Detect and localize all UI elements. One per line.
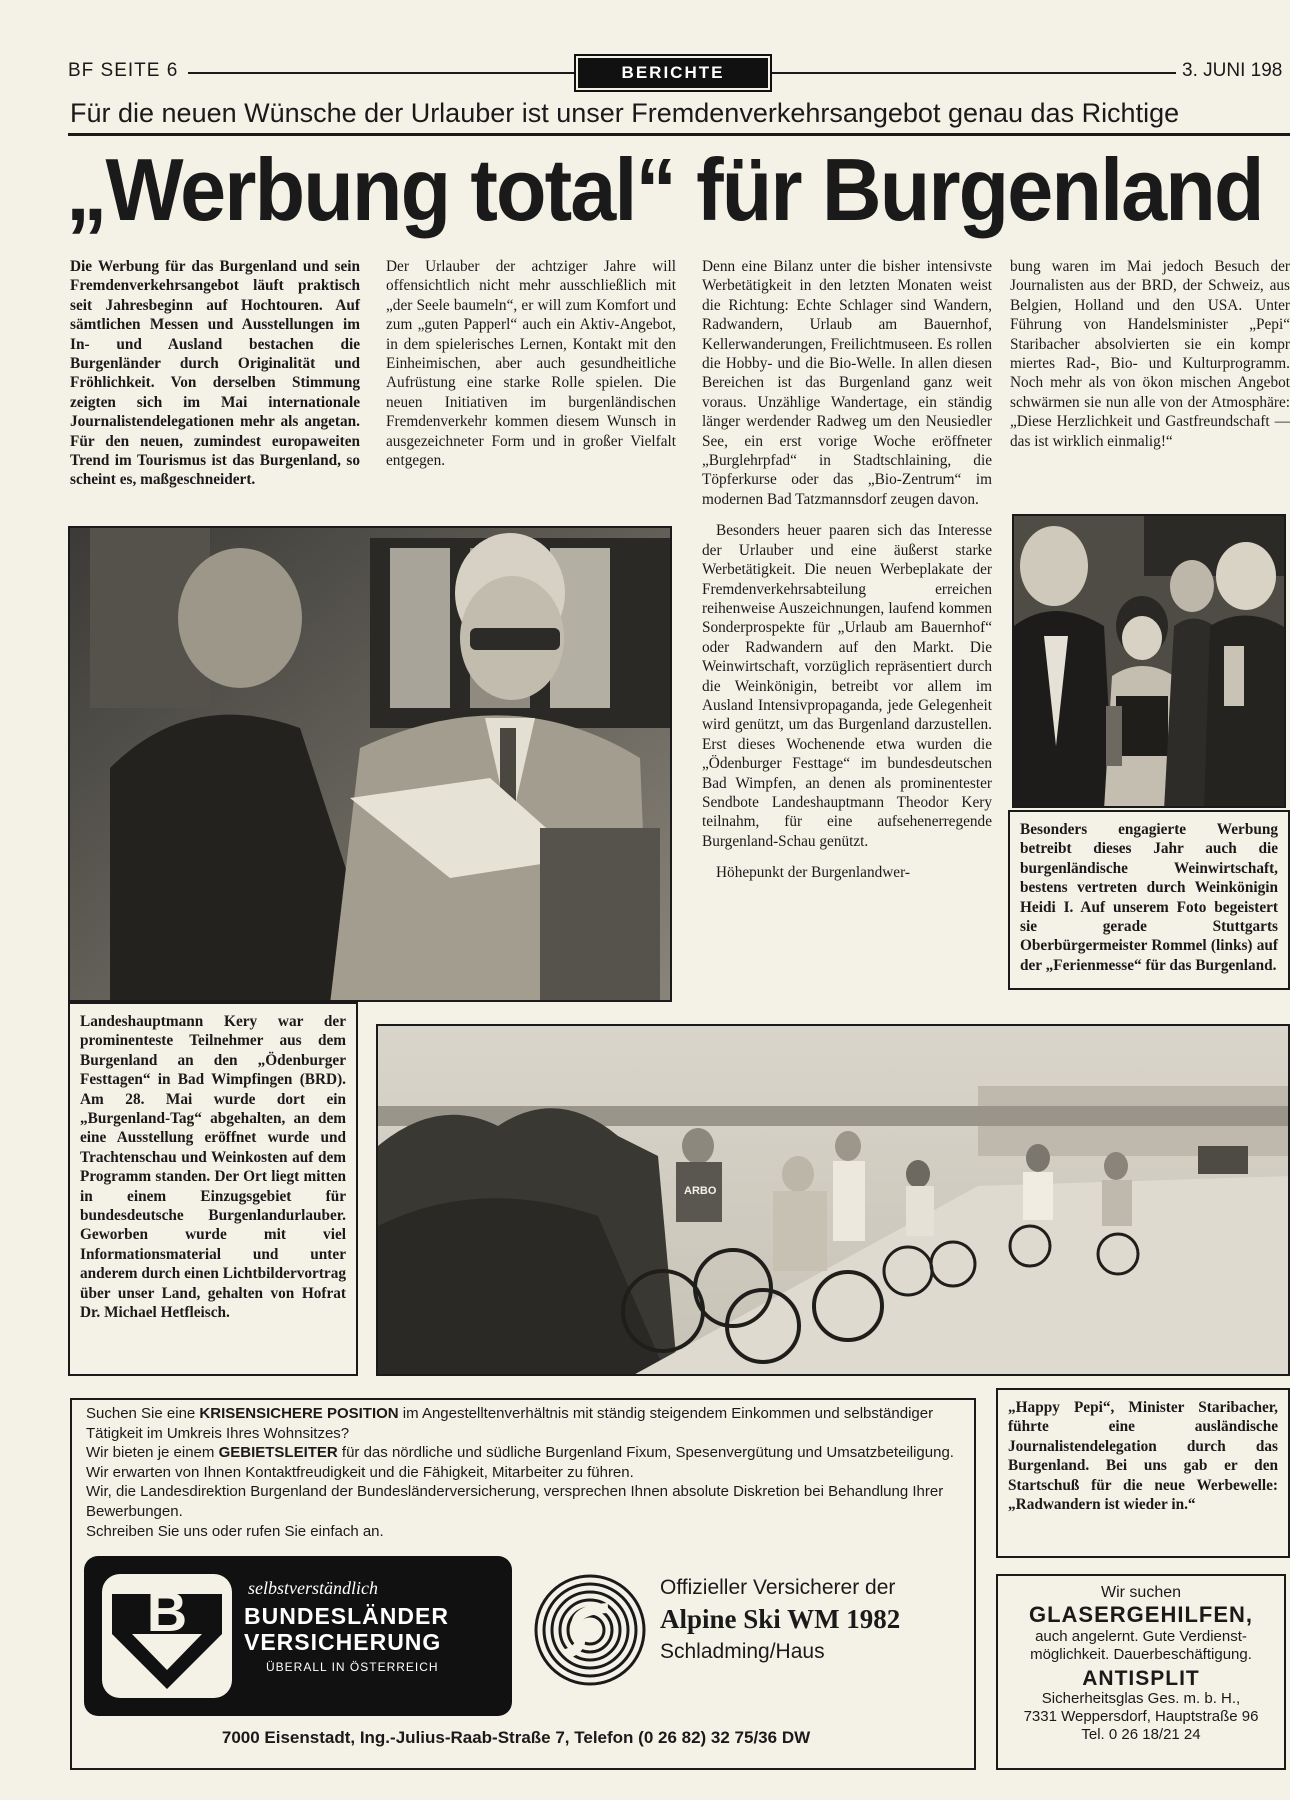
caption-pepi: „Happy Pepi“, Minister Staribacher, führte eine ausländische Journalistendelegation durch das Burgenland. Bei uns gab er den Startschuß für die neue Werbewelle: „Radwandern ist wieder in.“: [996, 1388, 1290, 1558]
caption-kery: Landeshauptmann Kery war der prominenteste Teilnehmer aus dem Burgenland an den „Ödenburger Festtagen“ in Bad Wimpfingen (BRD). Am 28. Mai wurde dort ein „Burgenland-Tag“ abgehalten, an dem eine Ausstellung eröffnet wurde und Trachtenschau und Weinkosten auf dem Programm standen. Der Ort liegt mitten in einem Einzugsgebiet für bundesdeutsche Burgenlandurlauber. Geworben wurde mit viel Informationsmaterial und unter anderem durch einen Lichtbildervortrag über unser Land, gehalten von Hofrat Dr. Michael Hetfleisch.: [68, 1002, 358, 1376]
bv-name-line2: VERSICHERUNG: [244, 1629, 442, 1655]
photo-cyclists-image: [378, 1026, 1290, 1376]
ski-wm-logo: [530, 1570, 960, 1690]
ad-paragraph: [86, 1443, 962, 1463]
article-paragraph: Besonders heuer paaren sich das Interesse der Urlauber und eine äußerst starke Werbetätigkeit. Die neuen Werbeplakate der Fremdenverkehrsabteilung erreichen reihenweise Auszeichnungen, laufend kommen Sonderprospekte für „Urlaub am Bauernhof“ oder Radwandern auf den Markt. Die Weinwirtschaft, vorzüglich repräsentiert durch die Weinkönigin, betreibt vor allem im Ausland Intensivpropaganda, jede Gelegenheit wird genützt, um das Burgenland darzustellen. Erst dieses Wochenende etwa wurden die „Ödenburger Festtage“ im bundesdeutschen Bad Wimpfen, an denen als prominentester Sendbote Landeshauptmann Theodor Kery teilnahm, für eine aufsehenerregende Burgenland-Schau genützt.: [702, 522, 992, 850]
article-column-4: bung waren im Mai jedoch Besuch der Journalisten aus der BRD, der Schweiz, aus Belgien, Holland und den USA. Unter Führung von Handelsminister „Pepi“ Staribacher absolvierten sie ein kompr miertes Rad-, Bio- und Kulturprogramm. Noch mehr als von ökon mischen Angebot schwärmen sie nun alle von der Atmosphäre: „Diese Herzlichkeit und Gastfreundschaft — das ist wirklich einmalig!“: [1010, 258, 1290, 450]
ad-text-span: Suchen Sie eine: [86, 1405, 200, 1422]
glasergehilfen-ad: [996, 1574, 1286, 1770]
ski-wm-emblem-icon: [530, 1570, 650, 1690]
article-column-3: [702, 257, 992, 883]
glaser-line7: 7331 Weppersdorf, Hauptstraße 96: [1023, 1708, 1259, 1725]
ad-text-span: für das nördliche und südliche Burgenland Fixum, Spesenvergütung und Umsatzbeteiligung.: [337, 1444, 954, 1462]
ad-paragraph: Wir erwarten von Ihnen Kontaktfreudigkeit und die Fähigkeit, Mitarbeiter zu führen.: [86, 1463, 634, 1481]
ad-text-span: im Angestelltenverhältnis mit ständig steigendem Einkommen und selbständiger Tätigkeit im Umkreis Ihres Wohnsitzes?: [86, 1405, 934, 1442]
recruitment-ad-text: [86, 1404, 962, 1541]
bv-slogan: selbstverständlich: [248, 1578, 378, 1598]
jersey-text: ARBO: [684, 1185, 717, 1197]
bundeslaender-emblem: [102, 1574, 232, 1698]
article-paragraph: Denn eine Bilanz unter die bisher intensivste Werbetätigkeit in den letzten Monaten weist die Richtung: Echte Schlager sind Wandern, Radwandern, Urlaub am Bauernhof, Kellerwanderungen, Freilichtmuseen. Es rollen die Hobby- und die Bio-Welle. In allen diesen Bereichen ist das Burgenland ganz weit voraus. Unzählige Wandertage, ein ständig länger werdender Radweg um den Neusiedler See, ein erst vorige Woche eröffneter „Burglehrpfad“ in Stadtschlaining, die Töpferkurse oder das „Bio-Zentrum“ im modernen Bad Tatzmannsdorf zeugen davon.: [702, 258, 992, 508]
photo-wine-queen: [1012, 514, 1286, 808]
glaser-line5: ANTISPLIT: [1082, 1667, 1200, 1690]
bv-logo-letter: B: [146, 1580, 188, 1643]
caption-wine-queen: Besonders engagierte Werbung betreibt dieses Jahr auch die burgenländische Weinwirtschaft, bestens vertreten durch Weinkönigin Heidi I. Auf unserem Foto begeistert sie gerade Stuttgarts Oberbürgermeister Rommel (links) auf der „Ferienmesse“ für das Burgenland.: [1008, 810, 1290, 990]
page-number: BF SEITE 6: [68, 60, 179, 81]
section-label: BERICHTE: [578, 58, 768, 88]
ski-wm-line1: Offizieller Versicherer der: [660, 1576, 896, 1599]
header-rule-left: [188, 72, 576, 74]
glaser-line2: GLASERGEHILFEN,: [1028, 1602, 1253, 1627]
bundeslaender-logo: [84, 1556, 512, 1716]
ad-paragraph: Schreiben Sie uns oder rufen Sie einfach an.: [86, 1522, 384, 1540]
issue-date: 3. JUNI 198: [1182, 60, 1283, 81]
header-rule-right: [772, 72, 1176, 74]
article-paragraph: Höhepunkt der Burgenlandwer-: [716, 864, 910, 882]
ski-wm-line2: Alpine Ski WM 1982: [660, 1604, 901, 1634]
bv-tagline: ÜBERALL IN ÖSTERREICH: [266, 1660, 439, 1674]
photo-kery-handshake-image: [70, 528, 672, 1002]
glaser-line4: möglichkeit. Dauerbeschäftigung.: [1030, 1646, 1252, 1663]
glaser-line8: Tel. 0 26 18/21 24: [1081, 1726, 1201, 1743]
glaser-line6: Sicherheitsglas Ges. m. b. H.,: [1041, 1690, 1241, 1707]
ad-paragraph: Wir, die Landesdirektion Burgenland der Bundesländerversicherung, versprechen Ihnen absolute Diskretion bei Behandlung Ihrer Bewerbungen.: [86, 1483, 944, 1520]
bv-name-line1: BUNDESLÄNDER: [244, 1603, 449, 1629]
photo-wine-queen-image: [1014, 516, 1286, 808]
ad-text-span: Wir bieten je einem: [86, 1444, 219, 1462]
photo-kery-handshake: [68, 526, 672, 1002]
photo-cyclists: [376, 1024, 1290, 1376]
glaser-line3: auch angelernt. Gute Verdienst-: [1035, 1628, 1247, 1645]
bv-address: 7000 Eisenstadt, Ing.-Julius-Raab-Straße 7, Telefon (0 26 82) 32 75/36 DW: [221, 1728, 811, 1747]
ad-highlight: KRISENSICHERE POSITION: [199, 1405, 399, 1422]
article-column-2: Der Urlauber der achtziger Jahre will offensichtlich nicht mehr ausschließlich mit „der Seele baumeln“, er will zum Komfort und zum „guten Papperl“ auch ein Aktiv-Angebot, in dem spielerisches Lernen, Kontakt mit den Einheimischen, aber auch gesundheitliche Aufrüstung eine starke Rolle spielen. Die neuen Initiativen im burgenländischen Fremdenverkehr kommen diesem Wunsch in ausgezeichneter Form und in großer Vielfalt entgegen.: [386, 258, 676, 470]
ski-wm-line3: Schladming/Haus: [660, 1640, 825, 1663]
ad-paragraph: [86, 1404, 962, 1443]
glaser-line1: Wir suchen: [1100, 1584, 1182, 1601]
ad-highlight: GEBIETSLEITER: [218, 1444, 338, 1462]
lead-paragraph: Die Werbung für das Burgenland und sein Fremdenverkehrsangebot läuft praktisch seit Jahresbeginn auf Hochtouren. Auf sämtlichen Messen und Ausstellungen im In- und Ausland bestachen die Burgenländer durch Originalität und Fröhlichkeit. Von derselben Stimmung zeigten sich im Mai internationale Journalistendelegationen mehr als angetan. Für den neuen, zumindest europaweiten Trend im Tourismus ist das Burgenland, so scheint es, maßgeschneidert.: [70, 258, 360, 489]
headline-rule: [68, 133, 1290, 136]
subheadline: Für die neuen Wünsche der Urlauber ist unser Fremdenverkehrsangebot genau das Richtige: [70, 98, 1180, 128]
headline: „Werbung total“ für Burgenland: [66, 140, 1263, 239]
